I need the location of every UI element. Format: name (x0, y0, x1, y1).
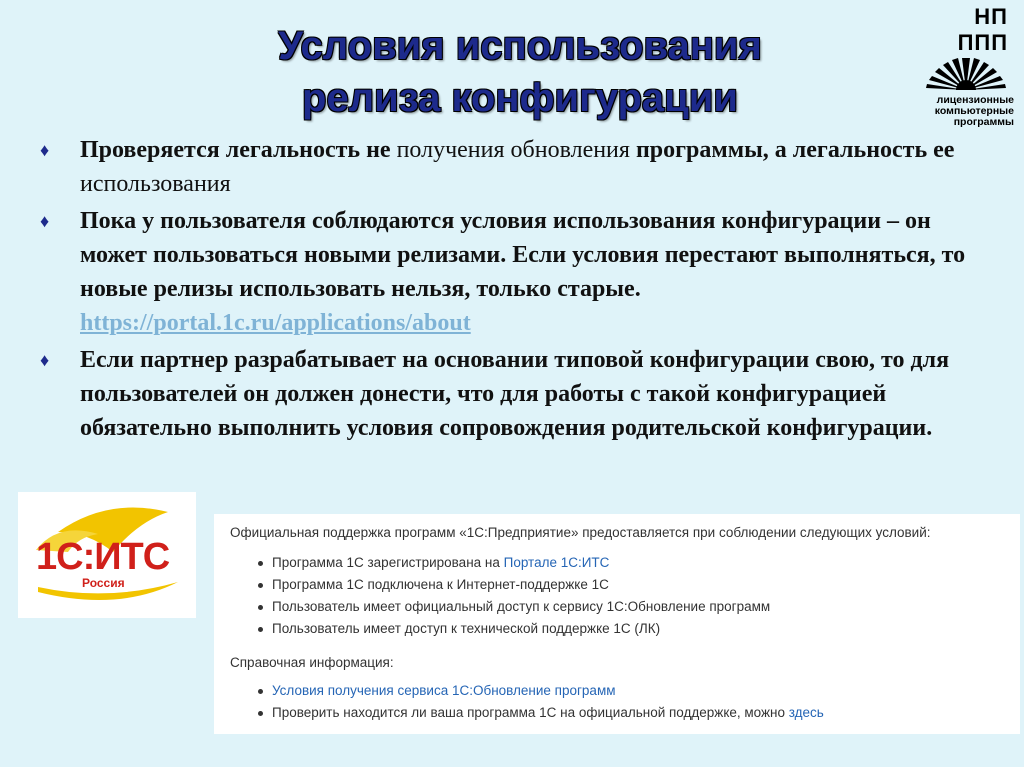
np-ppp-logo-title: НП ППП (957, 4, 1008, 55)
list-item (230, 680, 1010, 702)
bullet-1-part2: получения обновления (396, 137, 636, 163)
np-ppp-logo-line3: программы (953, 116, 1014, 128)
slide-title-line1: Условия использования (278, 24, 762, 68)
bullet-1-part1: Проверяется легальность не (80, 137, 397, 163)
diamond-bullet-icon: ♦ (40, 350, 50, 370)
list-item (230, 596, 1010, 618)
list-item (230, 702, 1010, 724)
bullet-item-2 (40, 204, 980, 340)
list-item (230, 552, 1010, 574)
bullet-2-text: Пока у пользователя соблюдаются условия использования конфигурации – он может пользоваться новыми релизами. Если условия перестают выполняться, то новые релизы использовать нельзя, только старые. (80, 208, 966, 302)
diamond-bullet-icon: ♦ (40, 140, 50, 160)
np-ppp-logo (918, 4, 1014, 128)
sunburst-icon (918, 56, 1014, 90)
list-item (230, 574, 1010, 596)
bullet-item-3 (40, 343, 980, 445)
portal-link[interactable]: https://portal.1c.ru/applications/about (80, 310, 471, 336)
support-conditions-panel (214, 514, 1020, 734)
bullet-1-part3: программы, а легальность ее (635, 137, 955, 163)
bullet-item-1 (40, 133, 980, 201)
update-conditions-link[interactable]: Условия получения сервиса 1С:Обновление программ (272, 683, 616, 698)
list-item-text: Пользователь имеет официальный доступ к сервису 1С:Обновление программ (272, 599, 771, 614)
np-ppp-logo-line1: лицензионные (936, 94, 1014, 106)
panel-intro: Официальная поддержка программ «1С:Предприятие» предоставляется при соблюдении следующих условий: (230, 525, 931, 540)
bullet-1-part4: использования (80, 171, 231, 197)
reference-heading: Справочная информация: (230, 655, 394, 670)
list-item-text: Проверить находится ли ваша программа 1С на официальной поддержке, можно (272, 705, 789, 720)
list-item (230, 618, 1010, 640)
1c-its-logo (18, 492, 196, 618)
bullet-3-text: Если партнер разрабатывает на основании типовой конфигурации свою, то для пользователей он должен донести, что для работы с такой конфигурацией обязательно выполнить условия сопровождения родительской конфигурации. (80, 347, 950, 441)
list-item-text: Программа 1С зарегистрирована на (272, 555, 504, 570)
slide-title (190, 20, 850, 124)
bullet-list (40, 133, 980, 448)
its-logo-word: 1С:ИТС (36, 536, 170, 578)
list-item-text: Пользователь имеет доступ к технической поддержке 1С (ЛК) (272, 621, 661, 636)
reference-list (230, 680, 1010, 724)
conditions-list (230, 552, 1010, 640)
diamond-bullet-icon: ♦ (40, 211, 50, 231)
np-ppp-logo-line2: компьютерные (934, 105, 1014, 117)
check-here-link[interactable]: здесь (788, 705, 824, 720)
its-portal-link[interactable]: Порталe 1С:ИТС (503, 555, 610, 570)
list-item-text: Программа 1С подключена к Интернет-поддержке 1С (272, 577, 609, 592)
its-logo-sub: Россия (82, 576, 125, 590)
slide-title-line2: релиза конфигурации (302, 76, 738, 120)
